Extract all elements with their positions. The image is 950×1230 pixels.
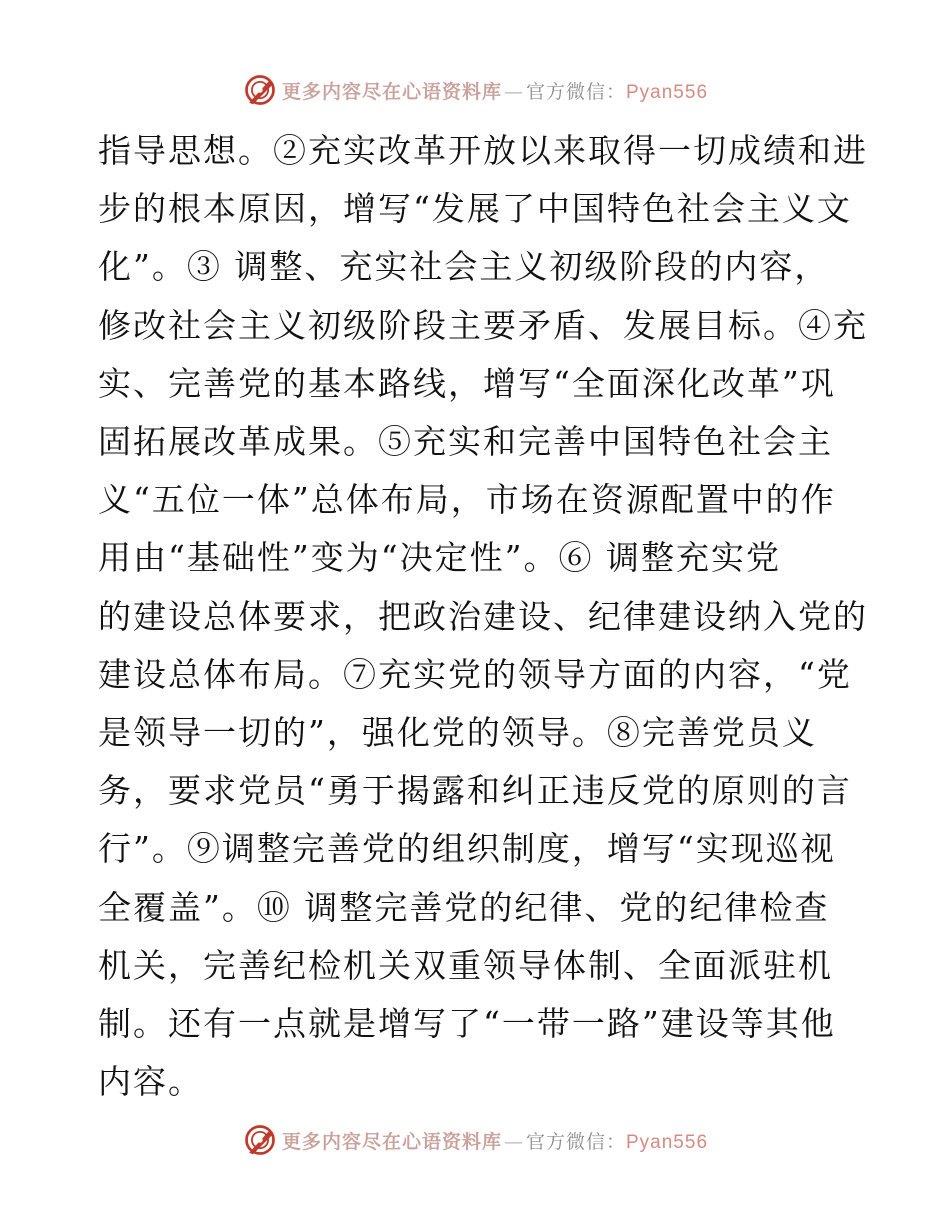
watermark-footer (0, 1120, 950, 1160)
watermark-line (282, 1127, 708, 1154)
watermark-site: 更多内容尽在心语资料库 (281, 80, 502, 103)
body-line: 固拓展改革成果。⑤充实和完善中国特色社会主 (98, 422, 833, 462)
body-line: 的建设总体要求，把政治建设、纪律建设纳入党的 (98, 596, 868, 636)
body-line: 机关，完善纪检机关双重领导体制、全面派驻机 (98, 945, 833, 985)
body-line: 内容。 (98, 1062, 203, 1102)
body-line: 是领导一切的”，强化党的领导。⑧完善党员义 (98, 713, 817, 753)
watermark-wechat-id: Pyan556 (626, 1131, 709, 1153)
watermark-official-label: 官方微信： (525, 1130, 626, 1153)
watermark-site: 更多内容尽在心语资料库 (281, 1130, 502, 1153)
body-line: 实、完善党的基本路线，增写“全面深化改革”巩 (98, 363, 836, 403)
body-line: 务，要求党员“勇于揭露和纠正违反党的原则的言 (98, 771, 852, 811)
body-line: 指导思想。②充实改革开放以来取得一切成绩和进 (98, 131, 868, 170)
watermark-header (0, 70, 950, 110)
body-line: 修改社会主义初级阶段主要矛盾、发展目标。④充 (98, 305, 868, 345)
body-line: 行”。⑨调整完善党的组织制度，增写“实现巡视 (98, 829, 836, 869)
body-line: 制。还有一点就是增写了“一带一路”建设等其他 (98, 1004, 836, 1044)
body-line: 建设总体布局。⑦充实党的领导方面的内容，“党 (98, 654, 852, 694)
body-line: 化”。③ 调整、充实社会主义初级阶段的内容， (98, 247, 830, 287)
pen-logo-icon (242, 72, 278, 108)
watermark-wechat-id: Pyan556 (626, 81, 709, 103)
body-line: 义“五位一体”总体布局，市场在资源配置中的作 (98, 480, 836, 520)
body-line: 步的根本原因，增写“发展了中国特色社会主义文 (98, 189, 852, 229)
body-line: 用由“基础性”变为“决定性”。⑥ 调整充实党 (98, 538, 781, 578)
watermark-dash: — (503, 80, 524, 103)
body-text (98, 122, 868, 1111)
watermark-official-label: 官方微信： (525, 80, 626, 103)
pen-logo-icon (242, 1122, 278, 1158)
body-line: 全覆盖”。⑩ 调整完善党的纪律、党的纪律检查 (98, 887, 830, 927)
watermark-dash: — (503, 1130, 524, 1153)
watermark-line (282, 77, 708, 104)
